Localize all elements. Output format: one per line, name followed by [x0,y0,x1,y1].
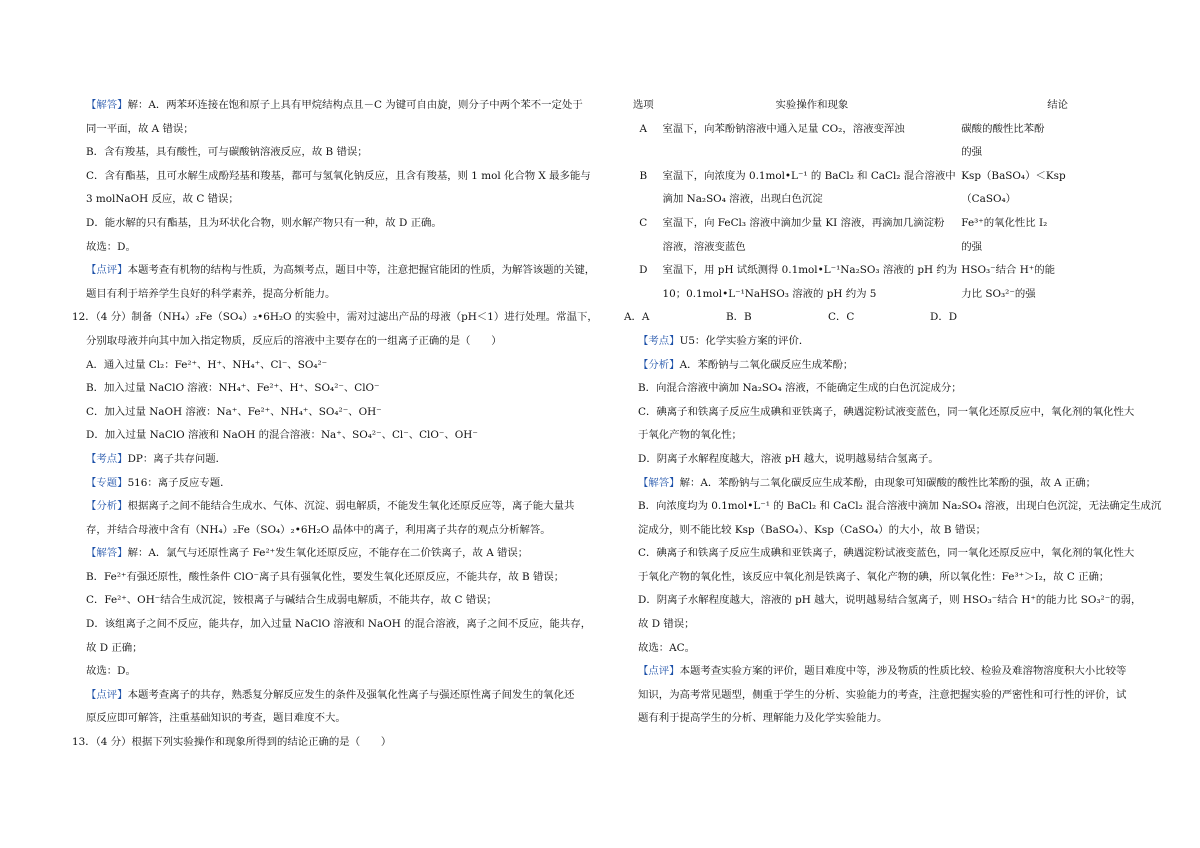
section-tag: 【点评】 [638,665,680,678]
text-line [72,589,582,613]
left-column [72,94,598,755]
text-line [624,637,1154,661]
section-tag: 【解答】 [86,99,128,111]
option-a: A．A [624,311,650,324]
line-text: B．Fe²⁺有强还原性，酸性条件 ClO⁻离子具有强氧化性，要发生氧化还原反应，不能共存，故 B 错误； [86,570,565,583]
line-text: C．含有酯基，且可水解生成酚羟基和羧基，都可与氢氧化钠反应，且含有羧基，则 1 mol 化合物 X 最多能与 [86,169,591,182]
text-line [624,707,1154,731]
line-text: A．通入过量 Cl₂：Fe²⁺、H⁺、NH₄⁺、Cl⁻、SO₄²⁻ [86,358,328,371]
line-text: 故 D 错误； [638,618,695,631]
operation-line: 室温下，向 FeCl₃ 溶液中滴加少量 KI 溶液，再滴加几滴淀粉 [662,216,945,229]
text-line [624,519,1154,543]
option-b: B．B [726,311,752,324]
operation-line: 10；0.1mol•L⁻¹NaHSO₃ 溶液的 pH 约为 5 [662,287,877,300]
line-text: 根据离子之间不能结合生成水、气体、沉淀、弱电解质，不能发生氧化还原反应等，离子能大量共 [127,500,575,513]
line-text: DP：离子共存问题． [127,452,227,465]
text-line [624,401,1154,425]
text-line [624,613,1154,637]
text-line [624,330,1154,354]
line-text: B．含有羧基，具有酸性，可与碳酸钠溶液反应，故 B 错误； [86,146,368,159]
text-line [72,707,582,731]
row-option: B [639,169,648,182]
row-conclusion [961,165,1154,212]
text-line [624,448,1154,472]
section-tag: 【解答】 [86,547,128,560]
text-line [72,188,582,212]
row-operation [663,259,962,306]
text-line [72,94,582,118]
line-text: D．能水解的只有酯基，且为环状化合物，则水解产物只有一种，故 D 正确。 [86,216,442,229]
text-line [72,118,582,142]
line-text: U5：化学实验方案的评价． [679,334,810,347]
section-tag: 【分析】 [638,358,680,371]
conclusion-line: 碳酸的酸性比苯酚 [961,122,1045,135]
line-text: B．加入过量 NaClO 溶液：NH₄⁺、Fe²⁺、H⁺、SO₄²⁻、ClO⁻ [86,382,380,395]
line-text: 题有利于提高学生的分析、理解能力及化学实验能力。 [638,712,888,725]
line-text: B．向混合溶液中滴加 Na₂SO₄ 溶液，不能确定生成的白色沉淀成分； [638,382,962,395]
table-row [624,259,1154,306]
operation-line: 溶液，溶液变蓝色 [662,240,746,253]
line-text: B．向浓度均为 0.1mol•L⁻¹ 的 BaCl₂ 和 CaCl₂ 混合溶液中滴加 Na₂SO₄ 溶液，出现白色沉淀，无法确定生成沉 [638,500,1162,513]
line-text: D．加入过量 NaClO 溶液和 NaOH 的混合溶液：Na⁺、SO₄²⁻、Cl⁻、ClO⁻、OH⁻ [86,429,478,442]
line-text: 解：A．氯气与还原性离子 Fe²⁺发生氧化还原反应，不能存在二价铁离子，故 A 错误； [127,547,529,560]
line-text: 于氧化产物的氧化性，该反应中氧化剂是铁离子、氧化产物的碘，所以氧化性：Fe³⁺＞I₂，故 C 正确； [638,570,1110,583]
section-tag: 【考点】 [638,334,680,347]
text-line [624,354,1154,378]
text-line [72,165,591,189]
text-line [624,566,1154,590]
line-text: C．Fe²⁺、OH⁻结合生成沉淀，铵根离子与碱结合生成弱电解质，不能共存，故 C 错误； [86,594,497,607]
line-text: 同一平面，故 A 错误； [86,122,194,135]
text-line [72,472,582,496]
conclusion-line: 的强 [961,146,983,159]
text-line [72,684,582,708]
text-line [624,589,1154,613]
line-text: 淀成分，则不能比较 Ksp（BaSO₄）、Ksp（CaSO₄）的大小，故 B 错误； [638,523,987,536]
option-c: C．C [828,311,855,324]
text-line [72,448,582,472]
text-line [72,330,582,354]
text-line [72,613,592,637]
row-option: A [639,122,648,135]
line-text: 故选：D。 [86,665,136,678]
row-conclusion [961,118,1154,165]
conclusion-line: 的强 [961,240,983,253]
row-operation [663,165,962,212]
line-text: 12．（4 分）制备（NH₄）₂Fe（SO₄）₂•6H₂O 的实验中，需对过滤出产品的母液（pH＜1）进行处理。常温下， [72,311,598,324]
text-line [72,377,582,401]
text-line [72,566,582,590]
line-text: 故选：D。 [86,240,136,253]
line-text: 516：离子反应专题． [127,476,231,489]
text-line [72,354,582,378]
row-option: D [639,264,648,277]
text-line [72,542,582,566]
line-text: 分别取母液并向其中加入指定物质，反应后的溶液中主要存在的一组离子正确的是（ ） [86,334,502,347]
line-text: 本题考查有机物的结构与性质，为高频考点，题目中等，注意把握官能团的性质，为解答该题的关键， [127,264,596,277]
line-text: 故选：AC。 [638,641,696,654]
conclusion-line: HSO₃⁻结合 H⁺的能 [961,264,1056,277]
section-tag: 【分析】 [86,500,128,513]
text-line [624,495,1162,519]
line-text: D．该组离子之间不反应，能共存，加入过量 NaClO 溶液和 NaOH 的混合溶液，离子之间不反应，能共存， [86,618,592,631]
line-text: 于氧化产物的氧化性； [638,429,742,442]
text-line [72,212,582,236]
line-text: 本题考查离子的共存，熟悉复分解反应发生的条件及强氧化性离子与强还原性离子间发生的氧化还 [127,688,575,701]
line-text: 3 molNaOH 反应，故 C 错误； [86,193,239,206]
line-text: D．阴离子水解程度越大，溶液的 pH 越大，说明越易结合氢离子，则 HSO₃⁻结合 H⁺的能力比 SO₃²⁻的弱， [638,594,1142,607]
text-line [72,401,582,425]
conclusion-line: 力比 SO₃²⁻的强 [961,287,1036,300]
operation-line: 室温下，向浓度为 0.1mol•L⁻¹ 的 BaCl₂ 和 CaCl₂ 混合溶液中 [662,169,956,182]
text-line [72,306,598,330]
text-line [624,542,1154,566]
section-tag: 【解答】 [638,476,680,489]
table-header-row [624,94,1154,118]
text-line [624,424,1154,448]
line-text: 解：A．两苯环连接在饱和原子上具有甲烷结构点且－C 为键可自由旋，则分子中两个苯不一定处于 [127,99,583,111]
text-line [72,236,582,260]
conclusion-line: Fe³⁺的氧化性比 I₂ [961,216,1048,229]
line-text: C．碘离子和铁离子反应生成碘和亚铁离子，碘遇淀粉试液变蓝色，同一氧化还原反应中，氧化剂的氧化性大 [638,547,1135,560]
header-option: 选项 [632,99,654,111]
section-tag: 【专题】 [86,476,128,489]
text-line [624,684,1154,708]
experiment-table [624,94,1154,306]
text-line [72,424,582,448]
line-text: A．苯酚钠与二氧化碳反应生成苯酚； [679,358,854,371]
text-line [72,141,582,165]
line-text: C．加入过量 NaOH 溶液：Na⁺、Fe²⁺、NH₄⁺、SO₄²⁻、OH⁻ [86,405,382,418]
row-operation [663,212,962,259]
row-option: C [639,216,648,229]
line-text: 本题考查实验方案的评价，题目难度中等，涉及物质的性质比较、检验及难溶物溶度积大小比较等 [679,665,1127,678]
line-text: 原反应即可解答，注重基础知识的考查，题目难度不大。 [86,712,346,725]
text-line [624,377,1154,401]
line-text: 解：A．苯酚钠与二氧化碳反应生成苯酚，由现象可知碳酸的酸性比苯酚的强，故 A 正确； [679,476,1097,489]
text-line [72,519,582,543]
text-line [72,660,582,684]
line-text: 存，并结合母液中含有（NH₄）₂Fe（SO₄）₂•6H₂O 晶体中的离子，利用离子共存的观点分析解答。 [86,523,551,536]
line-text: 题目有利于培养学生良好的科学素养，提高分析能力。 [86,287,336,300]
section-tag: 【点评】 [86,264,128,277]
section-tag: 【考点】 [86,452,128,465]
header-conclusion: 结论 [1047,99,1069,111]
text-line [72,259,596,283]
table-row [624,118,1154,165]
row-operation [663,118,962,165]
right-explanation [624,330,1162,731]
text-line [72,731,582,755]
text-line [624,660,1154,684]
text-line [624,472,1154,496]
operation-line: 室温下，用 pH 试纸测得 0.1mol•L⁻¹Na₂SO₃ 溶液的 pH 约为 [662,264,958,277]
operation-line: 滴加 Na₂SO₄ 溶液，出现白色沉淀 [662,193,823,206]
line-text: 知识，为高考常见题型，侧重于学生的分析、实验能力的考查，注意把握实验的严密性和可行性的评价，试 [638,688,1127,701]
answer-options [624,306,1154,330]
header-operation: 实验操作和现象 [775,99,849,111]
text-line [72,495,582,519]
line-text: C．碘离子和铁离子反应生成碘和亚铁离子，碘遇淀粉试液变蓝色，同一氧化还原反应中，氧化剂的氧化性大 [638,405,1135,418]
text-line [72,637,582,661]
line-text: 13．（4 分）根据下列实验操作和现象所得到的结论正确的是（ ） [72,736,392,749]
row-conclusion [961,259,1154,306]
right-column [624,94,1162,731]
text-line [72,283,582,307]
operation-line: 室温下，向苯酚钠溶液中通入足量 CO₂，溶液变浑浊 [662,122,905,135]
conclusion-line: （CaSO₄） [961,193,1017,206]
conclusion-line: Ksp（BaSO₄）＜Ksp [961,169,1066,182]
row-conclusion [961,212,1154,259]
table-row [624,212,1154,259]
section-tag: 【点评】 [86,688,128,701]
option-d: D．D [930,311,958,324]
table-row [624,165,1154,212]
line-text: D．阴离子水解程度越大，溶液 pH 越大，说明越易结合氢离子。 [638,452,939,465]
line-text: 故 D 正确； [86,641,143,654]
